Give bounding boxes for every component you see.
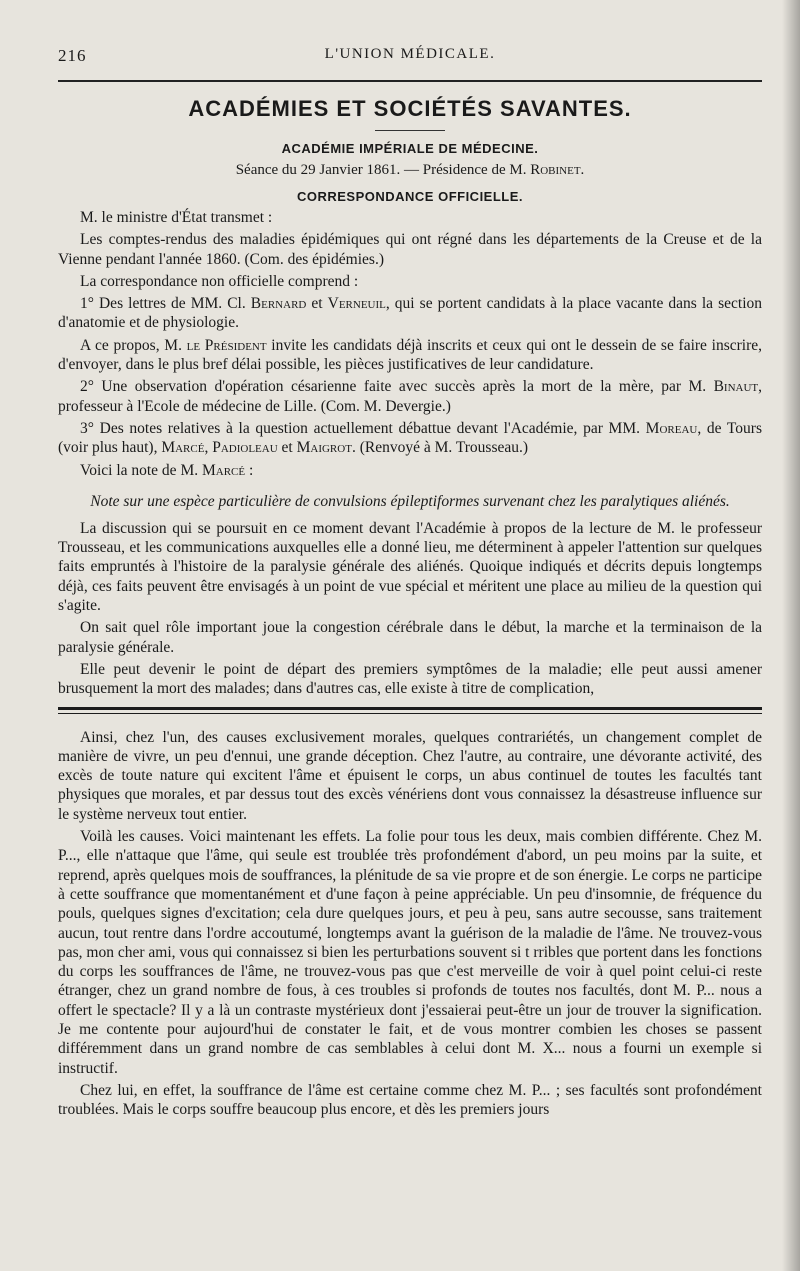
feuilleton-paragraph-2: Voilà les causes. Voici maintenant les effets. La folie pour tous les deux, mais combien différente. Chez M. P..., elle n'attaque que l'âme, qui seule est troublée très profondément d'abord, un peu moins par la suite, et reprend, après quelques mois de souffrances, la plénitude de sa vie propre et de son énergie. Le corps ne participe à cette souffrance que momentanément et d'une façon à peine appréciable. Un peu d'insomnie, de fréquence du pouls, quelques signes d'excitation; cela dure quelques jours, et peu à peu, sans autre secousse, sans traitement aucun, tout rentre dans l'ordre accoutumé, longtemps avant la guérison de la maladie de l'âme. Ne trouvez-vous pas, mon cher ami, vous qui connaissez si bien les perturbations souvent si t rribles que portent dans les fonctions du corps les souffrances de l'âme, ne trouvez-vous pas que c'est merveille de voir à quel point celui-ci reste étranger, chez un grand nombre de fous, à ces troubles si profonds de toutes nos facultés, dont M. P... nous a offert le spectacle? Il y a là un contraste mystérieux dont j'essaierai peut-être un jour de trouver la signification. Je me contente pour aujourd'hui de constater le fait, et de vous montrer combien les choses se passent différemment dans un grand nombre de cas semblables à celui dont M. X... nous a fourni un exemple si instructif. [58, 828, 762, 1077]
journal-title: L'UNION MÉDICALE. [324, 46, 496, 62]
name-marce: Marcé [161, 439, 205, 457]
name-binaut: Binaut [713, 378, 759, 396]
running-head [58, 38, 762, 70]
section-title: ACADÉMIES ET SOCIÉTÉS SAVANTES. [188, 96, 632, 121]
paragraph-4: 1° Des lettres de MM. Cl. Bernard et Verneuil, qui se portent candidats à la place vacante dans la section d'anatomie et de physiologie. [58, 295, 762, 332]
paragraph-1: M. le ministre d'État transmet : [80, 209, 273, 226]
subheading: CORRESPONDANCE OFFICIELLE. [296, 189, 524, 204]
seance-end: . [580, 162, 585, 178]
feuilleton-divider [58, 707, 762, 714]
paragraph-3: La correspondance non officielle comprend : [80, 272, 359, 290]
name-verneuil: Verneuil [327, 295, 386, 313]
name-president: le Président [186, 336, 267, 354]
paragraph-5: A ce propos, M. le Président invite les candidats déjà inscrits et ceux qui ont le dessein de se faire inscrire, d'envoyer, dans le plus bref délai possible, les pièces justificatives de leur candidature. [58, 336, 762, 374]
feuilleton-paragraph-1: Ainsi, chez l'un, des causes exclusivement morales, quelques contrariétés, un changement complet de manière de vivre, un peu d'ennui, une grande déception. Chez l'autre, au contraire, une dévorante activité, des excès de toute nature qui excitent l'âme et épuisent le corps, un abus continuel de toutes les facultés tant physiques que morales, et par dessus tout des excès vénériens dont vous connaissez la désastreuse influence sur le système nerveux tout entier. [58, 728, 762, 823]
feuilleton [58, 728, 762, 1120]
name-moreau: Moreau [645, 419, 698, 437]
feuilleton-paragraph-3: Chez lui, en effet, la souffrance de l'âme est certaine comme chez M. P... ; ses facultés sont profondément troublées. Mais le corps souffre beaucoup plus encore, et dès les premiers jours [58, 1081, 762, 1119]
paragraph-9: La discussion qui se poursuit en ce moment devant l'Académie à propos de la lecture de M. le professeur Trousseau, et les communications auxquelles elle a donné lieu, me déterminent à appeler l'attention sur quelques faits empruntés à l'histoire de la paralysie générale des aliénés. Quoique indiqués et décrits depuis longtemps déjà, ces faits peuvent être envisagés à un point de vue spécial et méritent une place au milieu de la question qui s'agite. [58, 519, 762, 615]
name-bernard: Bernard [250, 295, 307, 313]
page-number: 216 [58, 46, 87, 65]
note-title: Note sur une espèce particulière de convulsions épileptiformes survenant chez les paralytiques aliénés. [90, 492, 730, 510]
seance-line [58, 162, 762, 179]
seance-text: Séance du 29 Janvier 1861. — Présidence de M. [235, 162, 531, 178]
name-padioleau: Padioleau [212, 439, 278, 457]
paragraph-10: On sait quel rôle important joue la congestion cérébrale dans le début, la marche et la terminaison de la paralysie générale. [58, 619, 762, 656]
name-marce-2: Marcé [201, 461, 246, 479]
paragraph-6: 2° Une observation d'opération césarienne faite avec succès après la mort de la mère, par M. Binaut, professeur à l'Ecole de médecine de Lille. (Com. M. Devergie.) [58, 378, 762, 415]
paragraph-8: Voici la note de M. Marcé : [80, 461, 254, 479]
academy-heading: ACADÉMIE IMPÉRIALE DE MÉDECINE. [281, 141, 539, 156]
header-rule [58, 80, 762, 82]
paragraph-7: 3° Des notes relatives à la question actuellement débattue devant l'Académie, par MM. Moreau, de Tours (voir plus haut), Marcé, Padioleau et Maigrot. (Renvoyé à M. Trousseau.) [58, 419, 762, 457]
page-edge-shadow [782, 0, 800, 1271]
paragraph-11: Elle peut devenir le point de départ des premiers symptômes de la maladie; elle peut aussi amener brusquement la mort des malades; dans d'autres cas, elle existe à titre de complication, [58, 660, 762, 698]
name-maigrot: Maigrot [296, 439, 352, 457]
paragraph-2: Les comptes-rendus des maladies épidémiques qui ont régné dans les départements de la Creuse et de la Vienne pendant l'année 1860. (Com. des épidémies.) [58, 231, 762, 268]
president-name: Robinet [530, 162, 581, 178]
title-rule [375, 130, 445, 131]
